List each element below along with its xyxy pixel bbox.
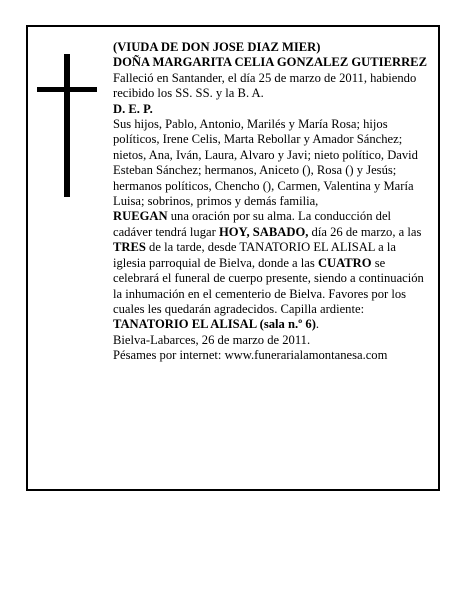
request-text-3: de la tarde, desde TANATORIO EL ALISAL a la iglesia parroquial de Bielva, donde a las <box>113 240 397 270</box>
request-paragraph <box>113 209 429 332</box>
request-text-4: se celebrará el funeral de cuerpo presente, siendo a continuación la inhumación en el cementerio de Bielva. Favores por los cuales les quedarán agradecidos. Capilla ardiente: <box>113 255 424 316</box>
cross-horizontal-bar <box>37 87 97 92</box>
ruegan-word: RUEGAN <box>113 209 168 224</box>
rip-line: D. E. P. <box>113 101 153 116</box>
family-list: Sus hijos, Pablo, Antonio, Marilés y María Rosa; hijos políticos, Irene Celis, Marta Rebollar y Amador Sánchez; nietos, Ana, Iván, Laura, Alvaro y Javi; nieto político, David Esteban Sánchez; hermanos, Aniceto (), Rosa () y Jesús; hermanos políticos, Chencho (), Carmen, Valentina y María Luisa; sobrinos, primos y demás familia, <box>113 117 418 209</box>
cross-vertical-bar <box>64 54 70 197</box>
death-notice: Falleció en Santander, el día 25 de marzo de 2011, habiendo recibido los SS. SS. y la B. A. <box>113 70 417 101</box>
deceased-name: DOÑA MARGARITA CELIA GONZALEZ GUTIERREZ <box>113 55 427 70</box>
condolences-line: Pésames por internet: www.funerarialamontanesa.com <box>113 348 388 363</box>
obituary-text <box>113 40 429 364</box>
request-text-5: . <box>315 317 320 332</box>
chapel-name: TANATORIO EL ALISAL (sala n.º 6) <box>113 317 316 332</box>
request-text-1: una oración por su alma. La conducción del cadáver tendrá lugar <box>113 209 392 239</box>
request-text-2: día 26 de marzo, a las <box>308 224 422 239</box>
request-hour-2: CUATRO <box>317 255 372 270</box>
cross-icon <box>37 54 97 197</box>
request-day: HOY, SABADO, <box>218 224 309 239</box>
request-hour-1: TRES <box>113 240 146 255</box>
place-date: Bielva-Labarces, 26 de marzo de 2011. <box>113 332 311 347</box>
widow-line: (VIUDA DE DON JOSE DIAZ MIER) <box>113 40 321 54</box>
